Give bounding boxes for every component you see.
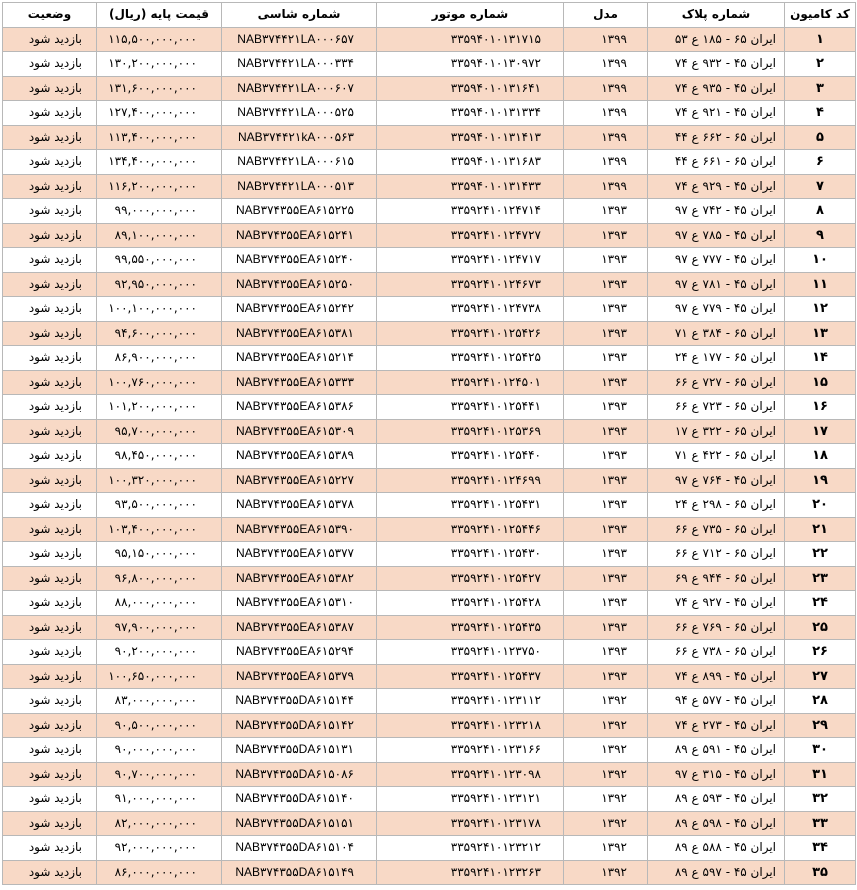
truck-code-cell: ۱۹ xyxy=(785,468,856,493)
model-cell: ۱۳۹۹ xyxy=(564,27,648,52)
plate-number-cell: ایران ۴۵ - ۹۲۹ ع ۷۴ xyxy=(648,174,785,199)
model-cell: ۱۳۹۳ xyxy=(564,664,648,689)
status-cell: بازدید شود xyxy=(3,419,97,444)
status-cell: بازدید شود xyxy=(3,836,97,861)
status-cell: بازدید شود xyxy=(3,346,97,371)
truck-code-cell: ۱۶ xyxy=(785,395,856,420)
table-row xyxy=(3,76,856,101)
model-cell: ۱۳۹۹ xyxy=(564,76,648,101)
chassis-number-cell: NAB۳۷۴۳۵۵EA۶۱۵۳۸۱ xyxy=(222,321,377,346)
plate-number-cell: ایران ۶۵ - ۳۸۴ ع ۷۱ xyxy=(648,321,785,346)
engine-number-cell: ۳۳۵۹۲۴۱۰۱۲۵۴۳۷ xyxy=(377,664,564,689)
engine-number-cell: ۳۳۵۹۲۴۱۰۱۲۴۷۳۸ xyxy=(377,297,564,322)
truck-code-cell: ۸ xyxy=(785,199,856,224)
status-cell: بازدید شود xyxy=(3,52,97,77)
status-cell: بازدید شود xyxy=(3,811,97,836)
base-price-cell: ۹۰,۰۰۰,۰۰۰,۰۰۰ xyxy=(97,738,222,763)
status-cell: بازدید شود xyxy=(3,125,97,150)
truck-code-cell: ۲ xyxy=(785,52,856,77)
chassis-number-cell: NAB۳۷۴۴۲۱LA۰۰۰۳۳۴ xyxy=(222,52,377,77)
chassis-number-cell: NAB۳۷۴۳۵۵EA۶۱۵۲۴۲ xyxy=(222,297,377,322)
table-row xyxy=(3,272,856,297)
base-price-cell: ۸۶,۰۰۰,۰۰۰,۰۰۰ xyxy=(97,860,222,885)
table-row xyxy=(3,664,856,689)
table-row xyxy=(3,493,856,518)
chassis-number-cell: NAB۳۷۴۳۵۵EA۶۱۵۲۹۴ xyxy=(222,640,377,665)
engine-number-cell: ۳۳۵۹۲۴۱۰۱۲۵۴۳۰ xyxy=(377,542,564,567)
chassis-number-cell: NAB۳۷۴۳۵۵DA۶۱۵۱۴۴ xyxy=(222,689,377,714)
status-cell: بازدید شود xyxy=(3,101,97,126)
base-price-cell: ۸۲,۰۰۰,۰۰۰,۰۰۰ xyxy=(97,811,222,836)
engine-number-cell: ۳۳۵۹۴۰۱۰۱۳۱۷۱۵ xyxy=(377,27,564,52)
model-cell: ۱۳۹۳ xyxy=(564,223,648,248)
status-cell: بازدید شود xyxy=(3,664,97,689)
status-cell: بازدید شود xyxy=(3,517,97,542)
model-cell: ۱۳۹۳ xyxy=(564,640,648,665)
model-cell: ۱۳۹۳ xyxy=(564,444,648,469)
base-price-cell: ۹۰,۷۰۰,۰۰۰,۰۰۰ xyxy=(97,762,222,787)
model-cell: ۱۳۹۲ xyxy=(564,860,648,885)
truck-code-cell: ۳۴ xyxy=(785,836,856,861)
header-truck-code: کد کامیون xyxy=(785,3,856,28)
model-cell: ۱۳۹۳ xyxy=(564,248,648,273)
engine-number-cell: ۳۳۵۹۲۴۱۰۱۲۵۴۴۱ xyxy=(377,395,564,420)
model-cell: ۱۳۹۳ xyxy=(564,346,648,371)
engine-number-cell: ۳۳۵۹۲۴۱۰۱۲۴۷۱۴ xyxy=(377,199,564,224)
truck-code-cell: ۹ xyxy=(785,223,856,248)
table-row xyxy=(3,542,856,567)
base-price-cell: ۸۹,۱۰۰,۰۰۰,۰۰۰ xyxy=(97,223,222,248)
engine-number-cell: ۳۳۵۹۲۴۱۰۱۲۵۴۲۸ xyxy=(377,591,564,616)
status-cell: بازدید شود xyxy=(3,76,97,101)
model-cell: ۱۳۹۳ xyxy=(564,542,648,567)
truck-code-cell: ۶ xyxy=(785,150,856,175)
truck-code-cell: ۲۰ xyxy=(785,493,856,518)
base-price-cell: ۹۹,۰۰۰,۰۰۰,۰۰۰ xyxy=(97,199,222,224)
plate-number-cell: ایران ۴۵ - ۹۲۱ ع ۷۴ xyxy=(648,101,785,126)
engine-number-cell: ۳۳۵۹۲۴۱۰۱۲۵۴۴۶ xyxy=(377,517,564,542)
engine-number-cell: ۳۳۵۹۲۴۱۰۱۲۳۱۱۲ xyxy=(377,689,564,714)
chassis-number-cell: NAB۳۷۴۳۵۵EA۶۱۵۳۸۶ xyxy=(222,395,377,420)
status-cell: بازدید شود xyxy=(3,150,97,175)
base-price-cell: ۹۱,۰۰۰,۰۰۰,۰۰۰ xyxy=(97,787,222,812)
plate-number-cell: ایران ۴۵ - ۹۳۲ ع ۷۴ xyxy=(648,52,785,77)
model-cell: ۱۳۹۳ xyxy=(564,419,648,444)
chassis-number-cell: NAB۳۷۴۴۲۱kA۰۰۰۵۶۳ xyxy=(222,125,377,150)
engine-number-cell: ۳۳۵۹۴۰۱۰۱۳۱۴۳۳ xyxy=(377,174,564,199)
plate-number-cell: ایران ۴۵ - ۳۱۵ ع ۹۷ xyxy=(648,762,785,787)
header-plate-number: شماره پلاک xyxy=(648,3,785,28)
table-row xyxy=(3,248,856,273)
plate-number-cell: ایران ۶۵ - ۹۴۴ ع ۶۹ xyxy=(648,566,785,591)
plate-number-cell: ایران ۴۵ - ۲۷۳ ع ۷۴ xyxy=(648,713,785,738)
chassis-number-cell: NAB۳۷۴۳۵۵EA۶۱۵۳۷۸ xyxy=(222,493,377,518)
engine-number-cell: ۳۳۵۹۲۴۱۰۱۲۴۷۱۷ xyxy=(377,248,564,273)
plate-number-cell: ایران ۶۵ - ۷۲۳ ع ۶۶ xyxy=(648,395,785,420)
plate-number-cell: ایران ۴۵ - ۷۷۹ ع ۹۷ xyxy=(648,297,785,322)
table-row xyxy=(3,811,856,836)
base-price-cell: ۱۰۰,۱۰۰,۰۰۰,۰۰۰ xyxy=(97,297,222,322)
chassis-number-cell: NAB۳۷۴۳۵۵DA۶۱۵۱۴۰ xyxy=(222,787,377,812)
chassis-number-cell: NAB۳۷۴۴۲۱LA۰۰۰۵۲۵ xyxy=(222,101,377,126)
engine-number-cell: ۳۳۵۹۲۴۱۰۱۲۴۶۹۹ xyxy=(377,468,564,493)
base-price-cell: ۱۰۰,۳۲۰,۰۰۰,۰۰۰ xyxy=(97,468,222,493)
truck-code-cell: ۲۸ xyxy=(785,689,856,714)
model-cell: ۱۳۹۳ xyxy=(564,468,648,493)
engine-number-cell: ۳۳۵۹۲۴۱۰۱۲۳۲۱۸ xyxy=(377,713,564,738)
base-price-cell: ۹۲,۹۵۰,۰۰۰,۰۰۰ xyxy=(97,272,222,297)
model-cell: ۱۳۹۹ xyxy=(564,52,648,77)
header-status: وضعیت xyxy=(3,3,97,28)
base-price-cell: ۹۵,۷۰۰,۰۰۰,۰۰۰ xyxy=(97,419,222,444)
model-cell: ۱۳۹۳ xyxy=(564,370,648,395)
base-price-cell: ۹۵,۱۵۰,۰۰۰,۰۰۰ xyxy=(97,542,222,567)
base-price-cell: ۸۳,۰۰۰,۰۰۰,۰۰۰ xyxy=(97,689,222,714)
truck-code-cell: ۱۵ xyxy=(785,370,856,395)
model-cell: ۱۳۹۲ xyxy=(564,689,648,714)
base-price-cell: ۹۰,۵۰۰,۰۰۰,۰۰۰ xyxy=(97,713,222,738)
chassis-number-cell: NAB۳۷۴۳۵۵EA۶۱۵۲۴۱ xyxy=(222,223,377,248)
status-cell: بازدید شود xyxy=(3,787,97,812)
truck-code-cell: ۵ xyxy=(785,125,856,150)
table-row xyxy=(3,297,856,322)
plate-number-cell: ایران ۴۵ - ۵۹۸ ع ۸۹ xyxy=(648,811,785,836)
chassis-number-cell: NAB۳۷۴۳۵۵EA۶۱۵۲۵۰ xyxy=(222,272,377,297)
table-row xyxy=(3,713,856,738)
table-row xyxy=(3,27,856,52)
chassis-number-cell: NAB۳۷۴۴۲۱LA۰۰۰۶۱۵ xyxy=(222,150,377,175)
plate-number-cell: ایران ۶۵ - ۷۲۷ ع ۶۶ xyxy=(648,370,785,395)
base-price-cell: ۱۳۰,۲۰۰,۰۰۰,۰۰۰ xyxy=(97,52,222,77)
engine-number-cell: ۳۳۵۹۲۴۱۰۱۲۳۲۶۳ xyxy=(377,860,564,885)
truck-auction-table xyxy=(2,2,856,885)
model-cell: ۱۳۹۳ xyxy=(564,615,648,640)
chassis-number-cell: NAB۳۷۴۴۲۱LA۰۰۰۵۱۳ xyxy=(222,174,377,199)
status-cell: بازدید شود xyxy=(3,370,97,395)
engine-number-cell: ۳۳۵۹۴۰۱۰۱۳۱۴۱۳ xyxy=(377,125,564,150)
truck-code-cell: ۷ xyxy=(785,174,856,199)
plate-number-cell: ایران ۶۵ - ۷۳۸ ع ۶۶ xyxy=(648,640,785,665)
table-row xyxy=(3,444,856,469)
truck-code-cell: ۲۲ xyxy=(785,542,856,567)
plate-number-cell: ایران ۴۵ - ۵۷۷ ع ۹۴ xyxy=(648,689,785,714)
model-cell: ۱۳۹۲ xyxy=(564,738,648,763)
table-row xyxy=(3,787,856,812)
status-cell: بازدید شود xyxy=(3,860,97,885)
model-cell: ۱۳۹۳ xyxy=(564,321,648,346)
plate-number-cell: ایران ۴۵ - ۷۸۱ ع ۹۷ xyxy=(648,272,785,297)
base-price-cell: ۹۹,۵۵۰,۰۰۰,۰۰۰ xyxy=(97,248,222,273)
model-cell: ۱۳۹۹ xyxy=(564,174,648,199)
plate-number-cell: ایران ۴۵ - ۵۸۸ ع ۸۹ xyxy=(648,836,785,861)
status-cell: بازدید شود xyxy=(3,591,97,616)
status-cell: بازدید شود xyxy=(3,493,97,518)
chassis-number-cell: NAB۳۷۴۳۵۵EA۶۱۵۲۲۷ xyxy=(222,468,377,493)
plate-number-cell: ایران ۴۵ - ۷۷۷ ع ۹۷ xyxy=(648,248,785,273)
model-cell: ۱۳۹۲ xyxy=(564,787,648,812)
engine-number-cell: ۳۳۵۹۲۴۱۰۱۲۵۴۲۶ xyxy=(377,321,564,346)
status-cell: بازدید شود xyxy=(3,248,97,273)
base-price-cell: ۱۱۵,۵۰۰,۰۰۰,۰۰۰ xyxy=(97,27,222,52)
status-cell: بازدید شود xyxy=(3,321,97,346)
base-price-cell: ۹۶,۸۰۰,۰۰۰,۰۰۰ xyxy=(97,566,222,591)
base-price-cell: ۹۴,۶۰۰,۰۰۰,۰۰۰ xyxy=(97,321,222,346)
chassis-number-cell: NAB۳۷۴۳۵۵DA۶۱۵۱۴۲ xyxy=(222,713,377,738)
table-row xyxy=(3,52,856,77)
chassis-number-cell: NAB۳۷۴۳۵۵DA۶۱۵۱۴۹ xyxy=(222,860,377,885)
plate-number-cell: ایران ۶۵ - ۷۶۹ ع ۶۶ xyxy=(648,615,785,640)
chassis-number-cell: NAB۳۷۴۳۵۵EA۶۱۵۳۳۳ xyxy=(222,370,377,395)
engine-number-cell: ۳۳۵۹۲۴۱۰۱۲۵۴۴۰ xyxy=(377,444,564,469)
base-price-cell: ۱۳۱,۶۰۰,۰۰۰,۰۰۰ xyxy=(97,76,222,101)
status-cell: بازدید شود xyxy=(3,174,97,199)
chassis-number-cell: NAB۳۷۴۳۵۵DA۶۱۵۱۰۴ xyxy=(222,836,377,861)
chassis-number-cell: NAB۳۷۴۳۵۵EA۶۱۵۳۷۹ xyxy=(222,664,377,689)
status-cell: بازدید شود xyxy=(3,27,97,52)
engine-number-cell: ۳۳۵۹۴۰۱۰۱۳۱۶۸۳ xyxy=(377,150,564,175)
truck-code-cell: ۲۴ xyxy=(785,591,856,616)
truck-code-cell: ۲۱ xyxy=(785,517,856,542)
chassis-number-cell: NAB۳۷۴۳۵۵DA۶۱۵۱۳۱ xyxy=(222,738,377,763)
engine-number-cell: ۳۳۵۹۲۴۱۰۱۲۳۷۵۰ xyxy=(377,640,564,665)
table-row xyxy=(3,419,856,444)
truck-code-cell: ۱۰ xyxy=(785,248,856,273)
truck-code-cell: ۱۱ xyxy=(785,272,856,297)
base-price-cell: ۹۷,۹۰۰,۰۰۰,۰۰۰ xyxy=(97,615,222,640)
status-cell: بازدید شود xyxy=(3,566,97,591)
table-row xyxy=(3,615,856,640)
table-row xyxy=(3,762,856,787)
truck-code-cell: ۱ xyxy=(785,27,856,52)
engine-number-cell: ۳۳۵۹۲۴۱۰۱۲۳۱۷۸ xyxy=(377,811,564,836)
plate-number-cell: ایران ۶۵ - ۳۲۲ ع ۱۷ xyxy=(648,419,785,444)
base-price-cell: ۸۸,۰۰۰,۰۰۰,۰۰۰ xyxy=(97,591,222,616)
truck-code-cell: ۲۶ xyxy=(785,640,856,665)
table-row xyxy=(3,689,856,714)
base-price-cell: ۱۰۱,۲۰۰,۰۰۰,۰۰۰ xyxy=(97,395,222,420)
header-chassis-number: شماره شاسی xyxy=(222,3,377,28)
table-row xyxy=(3,346,856,371)
base-price-cell: ۹۲,۰۰۰,۰۰۰,۰۰۰ xyxy=(97,836,222,861)
base-price-cell: ۱۲۷,۴۰۰,۰۰۰,۰۰۰ xyxy=(97,101,222,126)
table-row xyxy=(3,566,856,591)
status-cell: بازدید شود xyxy=(3,640,97,665)
table-body xyxy=(3,27,856,885)
truck-code-cell: ۱۴ xyxy=(785,346,856,371)
table-row xyxy=(3,738,856,763)
model-cell: ۱۳۹۲ xyxy=(564,836,648,861)
truck-code-cell: ۳ xyxy=(785,76,856,101)
status-cell: بازدید شود xyxy=(3,272,97,297)
chassis-number-cell: NAB۳۷۴۳۵۵EA۶۱۵۳۷۷ xyxy=(222,542,377,567)
plate-number-cell: ایران ۶۵ - ۷۱۲ ع ۶۶ xyxy=(648,542,785,567)
engine-number-cell: ۳۳۵۹۲۴۱۰۱۲۵۴۲۷ xyxy=(377,566,564,591)
plate-number-cell: ایران ۴۵ - ۷۸۵ ع ۹۷ xyxy=(648,223,785,248)
truck-code-cell: ۳۰ xyxy=(785,738,856,763)
truck-code-cell: ۲۳ xyxy=(785,566,856,591)
engine-number-cell: ۳۳۵۹۲۴۱۰۱۲۵۴۲۵ xyxy=(377,346,564,371)
engine-number-cell: ۳۳۵۹۲۴۱۰۱۲۵۳۶۹ xyxy=(377,419,564,444)
table-header-row xyxy=(3,3,856,28)
truck-code-cell: ۳۳ xyxy=(785,811,856,836)
engine-number-cell: ۳۳۵۹۲۴۱۰۱۲۳۱۶۶ xyxy=(377,738,564,763)
plate-number-cell: ایران ۶۵ - ۶۶۱ ع ۴۴ xyxy=(648,150,785,175)
table-row xyxy=(3,223,856,248)
table-row xyxy=(3,125,856,150)
table-row xyxy=(3,860,856,885)
plate-number-cell: ایران ۴۵ - ۵۹۳ ع ۸۹ xyxy=(648,787,785,812)
engine-number-cell: ۳۳۵۹۴۰۱۰۱۳۰۹۷۲ xyxy=(377,52,564,77)
table-row xyxy=(3,517,856,542)
plate-number-cell: ایران ۴۵ - ۵۹۱ ع ۸۹ xyxy=(648,738,785,763)
engine-number-cell: ۳۳۵۹۲۴۱۰۱۲۴۶۷۳ xyxy=(377,272,564,297)
base-price-cell: ۱۰۰,۶۵۰,۰۰۰,۰۰۰ xyxy=(97,664,222,689)
model-cell: ۱۳۹۳ xyxy=(564,591,648,616)
chassis-number-cell: NAB۳۷۴۳۵۵EA۶۱۵۲۴۰ xyxy=(222,248,377,273)
chassis-number-cell: NAB۳۷۴۳۵۵EA۶۱۵۳۸۹ xyxy=(222,444,377,469)
base-price-cell: ۱۰۰,۷۶۰,۰۰۰,۰۰۰ xyxy=(97,370,222,395)
base-price-cell: ۹۳,۵۰۰,۰۰۰,۰۰۰ xyxy=(97,493,222,518)
model-cell: ۱۳۹۲ xyxy=(564,811,648,836)
truck-code-cell: ۱۷ xyxy=(785,419,856,444)
table-row xyxy=(3,640,856,665)
engine-number-cell: ۳۳۵۹۲۴۱۰۱۲۳۲۱۲ xyxy=(377,836,564,861)
status-cell: بازدید شود xyxy=(3,444,97,469)
plate-number-cell: ایران ۶۵ - ۱۷۷ ع ۲۴ xyxy=(648,346,785,371)
base-price-cell: ۱۱۶,۲۰۰,۰۰۰,۰۰۰ xyxy=(97,174,222,199)
engine-number-cell: ۳۳۵۹۲۴۱۰۱۲۴۵۰۱ xyxy=(377,370,564,395)
plate-number-cell: ایران ۶۵ - ۱۸۵ ع ۵۳ xyxy=(648,27,785,52)
table-row xyxy=(3,321,856,346)
truck-code-cell: ۳۵ xyxy=(785,860,856,885)
chassis-number-cell: NAB۳۷۴۴۲۱LA۰۰۰۶۵۷ xyxy=(222,27,377,52)
plate-number-cell: ایران ۴۵ - ۵۹۷ ع ۸۹ xyxy=(648,860,785,885)
status-cell: بازدید شود xyxy=(3,689,97,714)
plate-number-cell: ایران ۶۵ - ۷۳۵ ع ۶۶ xyxy=(648,517,785,542)
engine-number-cell: ۳۳۵۹۲۴۱۰۱۲۴۷۲۷ xyxy=(377,223,564,248)
status-cell: بازدید شود xyxy=(3,738,97,763)
model-cell: ۱۳۹۳ xyxy=(564,566,648,591)
model-cell: ۱۳۹۹ xyxy=(564,150,648,175)
base-price-cell: ۹۰,۲۰۰,۰۰۰,۰۰۰ xyxy=(97,640,222,665)
table-row xyxy=(3,174,856,199)
table-row xyxy=(3,101,856,126)
status-cell: بازدید شود xyxy=(3,395,97,420)
engine-number-cell: ۳۳۵۹۲۴۱۰۱۲۳۱۲۱ xyxy=(377,787,564,812)
model-cell: ۱۳۹۳ xyxy=(564,395,648,420)
status-cell: بازدید شود xyxy=(3,713,97,738)
plate-number-cell: ایران ۴۵ - ۸۹۹ ع ۷۴ xyxy=(648,664,785,689)
status-cell: بازدید شود xyxy=(3,542,97,567)
chassis-number-cell: NAB۳۷۴۳۵۵EA۶۱۵۲۱۴ xyxy=(222,346,377,371)
truck-code-cell: ۲۷ xyxy=(785,664,856,689)
model-cell: ۱۳۹۳ xyxy=(564,517,648,542)
model-cell: ۱۳۹۳ xyxy=(564,272,648,297)
truck-code-cell: ۱۳ xyxy=(785,321,856,346)
base-price-cell: ۱۰۳,۴۰۰,۰۰۰,۰۰۰ xyxy=(97,517,222,542)
engine-number-cell: ۳۳۵۹۴۰۱۰۱۳۱۳۳۴ xyxy=(377,101,564,126)
chassis-number-cell: NAB۳۷۴۳۵۵EA۶۱۵۳۱۰ xyxy=(222,591,377,616)
plate-number-cell: ایران ۴۵ - ۷۴۲ ع ۹۷ xyxy=(648,199,785,224)
truck-code-cell: ۲۵ xyxy=(785,615,856,640)
truck-code-cell: ۳۱ xyxy=(785,762,856,787)
table-row xyxy=(3,150,856,175)
truck-code-cell: ۴ xyxy=(785,101,856,126)
model-cell: ۱۳۹۲ xyxy=(564,713,648,738)
header-model: مدل xyxy=(564,3,648,28)
status-cell: بازدید شود xyxy=(3,297,97,322)
plate-number-cell: ایران ۴۵ - ۷۶۴ ع ۹۷ xyxy=(648,468,785,493)
plate-number-cell: ایران ۶۵ - ۴۲۲ ع ۷۱ xyxy=(648,444,785,469)
engine-number-cell: ۳۳۵۹۴۰۱۰۱۳۱۶۴۱ xyxy=(377,76,564,101)
header-base-price: قیمت پایه (ریال) xyxy=(97,3,222,28)
model-cell: ۱۳۹۳ xyxy=(564,297,648,322)
base-price-cell: ۸۶,۹۰۰,۰۰۰,۰۰۰ xyxy=(97,346,222,371)
table-row xyxy=(3,370,856,395)
status-cell: بازدید شود xyxy=(3,223,97,248)
table-row xyxy=(3,591,856,616)
header-engine-number: شماره موتور xyxy=(377,3,564,28)
status-cell: بازدید شود xyxy=(3,615,97,640)
plate-number-cell: ایران ۴۵ - ۹۲۷ ع ۷۴ xyxy=(648,591,785,616)
base-price-cell: ۱۱۳,۴۰۰,۰۰۰,۰۰۰ xyxy=(97,125,222,150)
chassis-number-cell: NAB۳۷۴۳۵۵DA۶۱۵۱۵۱ xyxy=(222,811,377,836)
truck-code-cell: ۱۲ xyxy=(785,297,856,322)
model-cell: ۱۳۹۹ xyxy=(564,101,648,126)
table-row xyxy=(3,836,856,861)
chassis-number-cell: NAB۳۷۴۳۵۵EA۶۱۵۳۹۰ xyxy=(222,517,377,542)
plate-number-cell: ایران ۴۵ - ۹۳۵ ع ۷۴ xyxy=(648,76,785,101)
chassis-number-cell: NAB۳۷۴۳۵۵EA۶۱۵۳۸۲ xyxy=(222,566,377,591)
table-row xyxy=(3,199,856,224)
model-cell: ۱۳۹۲ xyxy=(564,762,648,787)
chassis-number-cell: NAB۳۷۴۳۵۵EA۶۱۵۳۸۷ xyxy=(222,615,377,640)
status-cell: بازدید شود xyxy=(3,199,97,224)
chassis-number-cell: NAB۳۷۴۳۵۵DA۶۱۵۰۸۶ xyxy=(222,762,377,787)
truck-auction-table-container xyxy=(2,2,855,885)
chassis-number-cell: NAB۳۷۴۳۵۵EA۶۱۵۳۰۹ xyxy=(222,419,377,444)
truck-code-cell: ۲۹ xyxy=(785,713,856,738)
chassis-number-cell: NAB۳۷۴۴۲۱LA۰۰۰۶۰۷ xyxy=(222,76,377,101)
model-cell: ۱۳۹۹ xyxy=(564,125,648,150)
base-price-cell: ۹۸,۴۵۰,۰۰۰,۰۰۰ xyxy=(97,444,222,469)
engine-number-cell: ۳۳۵۹۲۴۱۰۱۲۳۰۹۸ xyxy=(377,762,564,787)
status-cell: بازدید شود xyxy=(3,762,97,787)
table-row xyxy=(3,395,856,420)
engine-number-cell: ۳۳۵۹۲۴۱۰۱۲۵۴۳۵ xyxy=(377,615,564,640)
status-cell: بازدید شود xyxy=(3,468,97,493)
truck-code-cell: ۳۲ xyxy=(785,787,856,812)
base-price-cell: ۱۳۴,۴۰۰,۰۰۰,۰۰۰ xyxy=(97,150,222,175)
model-cell: ۱۳۹۳ xyxy=(564,493,648,518)
engine-number-cell: ۳۳۵۹۲۴۱۰۱۲۵۴۳۱ xyxy=(377,493,564,518)
chassis-number-cell: NAB۳۷۴۳۵۵EA۶۱۵۲۲۵ xyxy=(222,199,377,224)
truck-code-cell: ۱۸ xyxy=(785,444,856,469)
plate-number-cell: ایران ۶۵ - ۲۹۸ ع ۲۴ xyxy=(648,493,785,518)
plate-number-cell: ایران ۶۵ - ۶۶۲ ع ۴۴ xyxy=(648,125,785,150)
table-row xyxy=(3,468,856,493)
model-cell: ۱۳۹۳ xyxy=(564,199,648,224)
